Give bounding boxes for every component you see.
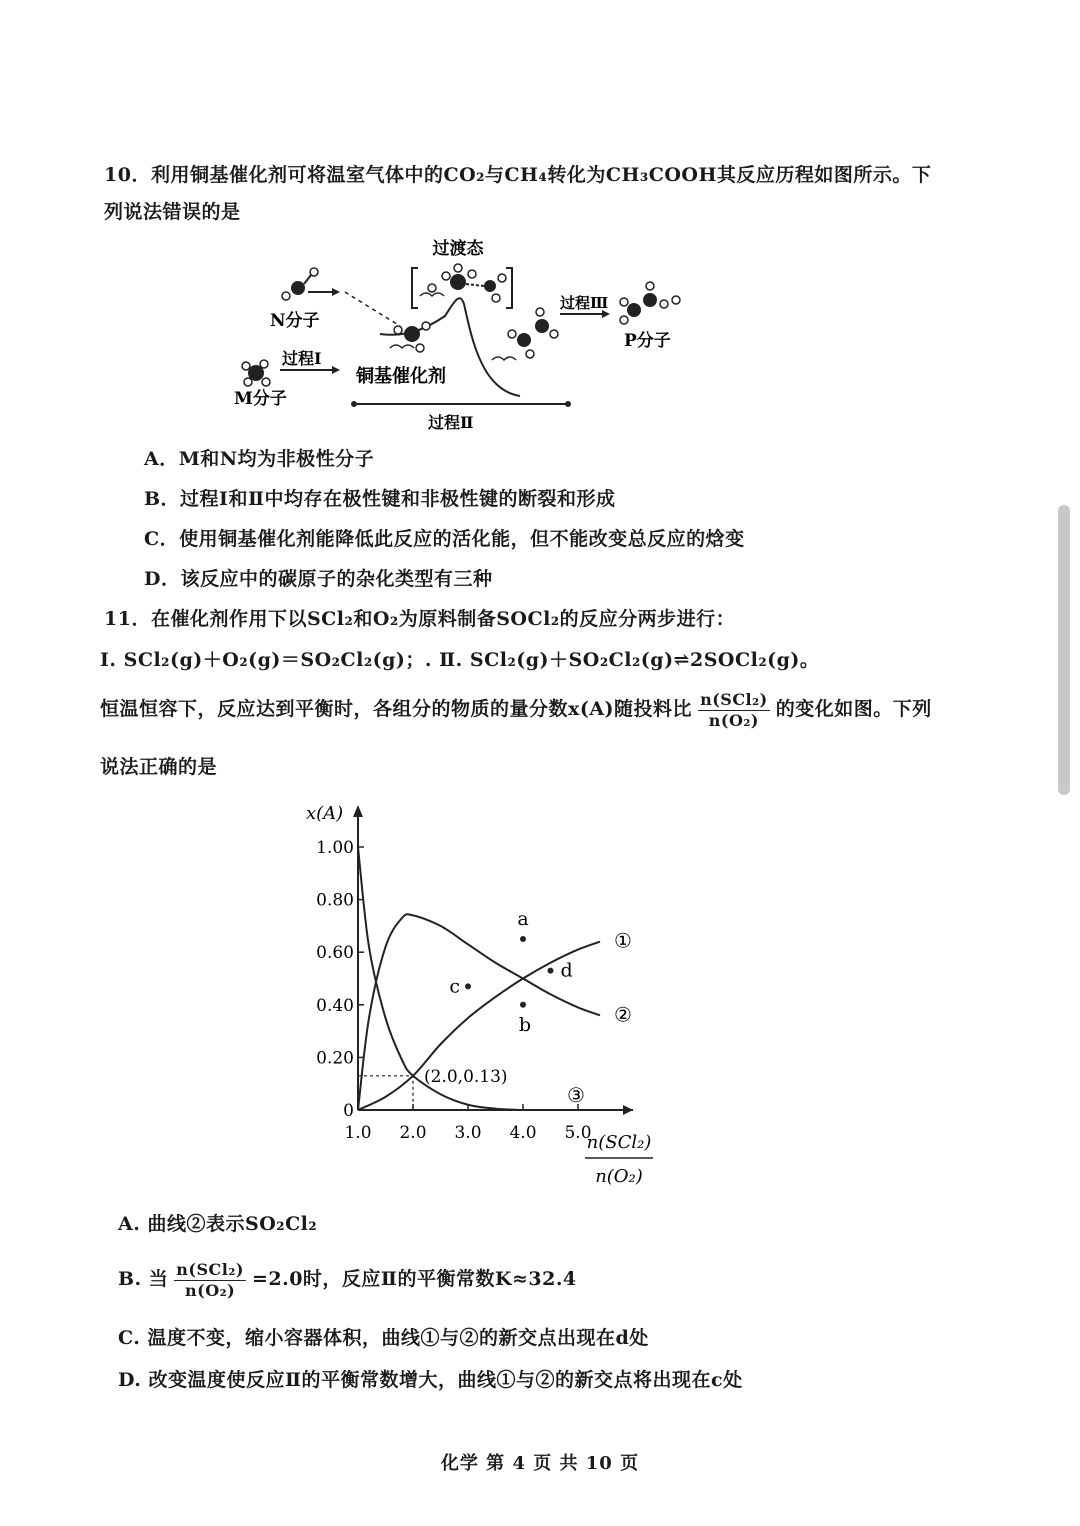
transition-state-label: 过渡态	[432, 239, 484, 259]
q10-stem-line2: 列说法错误的是	[104, 201, 241, 223]
process3-label: 过程Ⅲ	[560, 294, 609, 312]
x-tick-label: 2.0	[399, 1123, 427, 1143]
p-molecule-label: P分子	[624, 331, 671, 351]
process2-label: 过程Ⅱ	[428, 413, 474, 432]
m-molecule	[242, 360, 270, 386]
point-label-d: d	[560, 959, 573, 982]
option-b-denominator: n(O₂)	[185, 1280, 236, 1300]
point-label-c: c	[449, 975, 460, 998]
q11-option-b-pre: B. 当	[118, 1268, 169, 1290]
series-label-2: ②	[614, 1002, 632, 1027]
q10-option-b: B．过程Ⅰ和Ⅱ中均存在极性键和非极性键的断裂和形成	[144, 488, 616, 510]
y-tick-label: 0.80	[316, 890, 354, 911]
point-label-b: b	[518, 1013, 532, 1036]
y-axis-label: x(A)	[306, 803, 344, 824]
y-tick-label: 0.60	[316, 943, 354, 964]
ratio-fraction	[698, 690, 770, 731]
x-axis-arrow	[623, 1105, 633, 1115]
x-tick-label: 3.0	[454, 1123, 482, 1143]
product-adsorbed-molecule	[492, 308, 558, 360]
x-tick-label: 4.0	[509, 1123, 537, 1143]
series-label-1: ①	[614, 928, 632, 953]
adsorbed-molecule	[390, 322, 430, 352]
q11-stem-line3	[100, 688, 932, 731]
page-footer: 化学 第 4 页 共 10 页	[440, 1453, 640, 1474]
transition-state-molecule	[420, 264, 506, 302]
q11-option-c: C. 温度不变，缩小容器体积，曲线①与②的新交点出现在d处	[118, 1327, 649, 1349]
intersection-guide	[358, 1076, 413, 1110]
ratio-numerator: n(SCl₂)	[700, 689, 768, 709]
process1-label: 过程Ⅰ	[282, 349, 322, 368]
q11-option-b	[118, 1258, 577, 1301]
y-tick-label: 0.40	[316, 995, 354, 1016]
p-molecule	[620, 282, 680, 324]
q11-option-b-post: =2.0时，反应Ⅱ的平衡常数K≈32.4	[251, 1268, 577, 1290]
option-b-fraction	[174, 1260, 246, 1301]
q11-option-d: D. 改变温度使反应Ⅱ的平衡常数增大，曲线①与②的新交点将出现在c处	[118, 1369, 743, 1391]
ratio-denominator: n(O₂)	[708, 710, 759, 730]
y-tick-label: 0.20	[316, 1048, 354, 1069]
q11-reactions: Ⅰ. SCl₂(g)＋O₂(g)＝SO₂Cl₂(g)；. Ⅱ. SCl₂(g)＋SO₂Cl₂(g)⇌2SOCl₂(g)。	[100, 649, 820, 671]
point-d	[548, 968, 554, 974]
reaction-mechanism-diagram	[220, 230, 700, 435]
q11-stem-line1: 11．在催化剂作用下以SCl₂和O₂为原料制备SOCl₂的反应分两步进行：	[104, 608, 736, 630]
y-axis-arrow	[353, 805, 363, 817]
x-tick-label: 1.0	[344, 1123, 372, 1143]
point-label-a: a	[517, 908, 529, 931]
chart-axes	[306, 803, 653, 1187]
process1-arrow-head	[332, 366, 340, 374]
bracket-right	[506, 268, 512, 308]
process2-start	[351, 401, 357, 407]
option-b-numerator: n(SCl₂)	[176, 1259, 244, 1279]
mole-fraction-chart	[290, 795, 710, 1195]
q10-option-d: D．该反应中的碳原子的杂化类型有三种	[144, 568, 493, 590]
m-molecule-label: M分子	[234, 389, 287, 409]
y-tick-label: 1.00	[316, 838, 354, 858]
point-c	[465, 983, 471, 989]
n-arrow-head	[332, 288, 340, 296]
x-axis-label-denominator: n(O₂)	[595, 1166, 643, 1187]
point-a	[520, 936, 526, 942]
y-tick-label: 0	[343, 1101, 354, 1121]
series-label-3: ③	[567, 1083, 585, 1108]
q10-option-c: C．使用铜基催化剂能降低此反应的活化能，但不能改变总反应的焓变	[144, 528, 745, 550]
q11-option-a: A. 曲线②表示SO₂Cl₂	[118, 1213, 318, 1235]
x-axis-label-numerator: n(SCl₂)	[586, 1132, 652, 1153]
q10-stem-line1: 10．利用铜基催化剂可将温室气体中的CO₂与CH₄转化为CH₃COOH其反应历程如图所示。下	[104, 164, 932, 186]
q10-option-a: A．M和N均为非极性分子	[144, 448, 375, 470]
bracket-left	[412, 268, 418, 308]
q11-stem-line3-pre: 恒温恒容下，反应达到平衡时，各组分的物质的量分数x(A)随投料比	[100, 698, 693, 720]
n-molecule-label: N分子	[270, 311, 320, 331]
n-molecule	[282, 268, 318, 300]
process2-end	[565, 401, 571, 407]
x-tick-label: 5.0	[564, 1123, 592, 1143]
scrollbar[interactable]	[1058, 505, 1070, 795]
catalyst-label: 铜基催化剂	[356, 366, 446, 387]
q11-stem-line4: 说法正确的是	[100, 756, 218, 778]
n-dashed-path	[345, 292, 400, 326]
point-b	[520, 1002, 526, 1008]
q11-stem-line3-post: 的变化如图。下列	[775, 698, 932, 720]
intersection-annotation: (2.0,0.13)	[424, 1066, 508, 1087]
